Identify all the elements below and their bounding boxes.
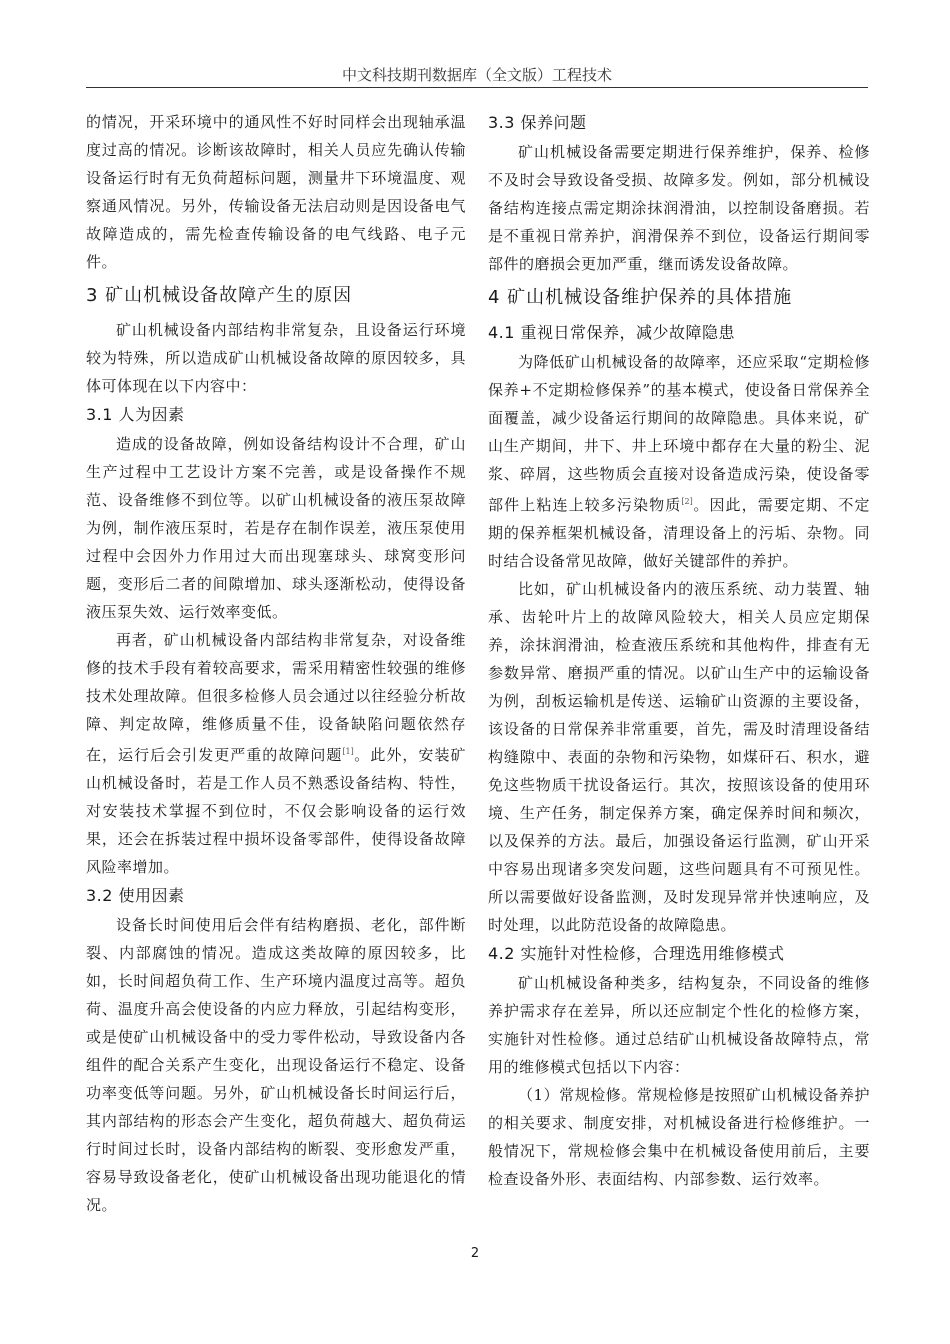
paragraph: 矿山机械设备内部结构非常复杂，且设备运行环境较为特殊，所以造成矿山机械设备故障的原因较多，具体可体现在以下内容中： — [86, 321, 466, 395]
subsection-heading-4-1: 4.1 重视日常保养，减少故障隐患 — [488, 323, 736, 342]
section-heading-4: 4 矿山机械设备维护保养的具体措施 — [488, 287, 793, 308]
page-number: 2 — [470, 1246, 480, 1261]
paragraph: 造成的设备故障，例如设备结构设计不合理，矿山生产过程中工艺设计方案不完善，或是设备操作不规范、设备维修不到位等。以矿山机械设备的液压泵故障为例，制作液压泵时，若是存在制作误差，液压泵使用过程中会因外力作用过大而出现塞球头、球窝变形问题，变形后二者的间隙增加、球头逐渐松动，使得设备液压泵失效、运行效率变低。 — [86, 435, 466, 621]
paragraph: （1）常规检修。常规检修是按照矿山机械设备养护的相关要求、制度安排，对机械设备进行检修维护。一般情况下，常规检修会集中在机械设备使用前后，主要检查设备外形、表面结构、内部参数、运行效率。 — [488, 1086, 870, 1188]
paragraph — [86, 626, 466, 881]
paragraph-text: 。此外，安装矿山机械设备时，若是工作人员不熟悉设备结构、特性，对安装技术掌握不到位时，不仅会影响设备的运行效果，还会在拆装过程中损坏设备零部件，使得设备故障风险率增加。 — [86, 746, 466, 876]
paragraph — [488, 348, 870, 575]
running-header: 中文科技期刊数据库（全文版）工程技术 — [341, 66, 612, 84]
paragraph-text: 为降低矿山机械设备的故障率，还应采取“定期检修保养+不定期检修保养”的基本模式，使设备日常保养全面覆盖，减少设备运行期间的故障隐患。具体来说，矿山生产期间，井下、井上环境中都存在大量的粉尘、泥浆、碎屑，这些物质会直接对设备造成污染，使设备零部件上粘连上较多污染物质 — [488, 353, 870, 514]
citation-ref[interactable]: [2] — [681, 497, 693, 506]
paragraph: 矿山机械设备需要定期进行保养维护，保养、检修不及时会导致设备受损、故障多发。例如，部分机械设备结构连接点需定期涂抹润滑油，以控制设备磨损。若是不重视日常养护，润滑保养不到位，设备运行期间零部件的磨损会更加严重，继而诱发设备故障。 — [488, 143, 870, 273]
right-column — [488, 108, 870, 1193]
paragraph: 的情况，开采环境中的通风性不好时同样会出现轴承温度过高的情况。诊断该故障时，相关人员应先确认传输设备运行时有无负荷超标问题，测量井下环境温度、观察通风情况。另外，传输设备无法启动则是因设备电气故障造成的，需先检查传输设备的电气线路、电子元件。 — [86, 113, 466, 271]
paragraph-text: 再者，矿山机械设备内部结构非常复杂，对设备维修的技术手段有着较高要求，需采用精密性较强的维修技术处理故障。但很多检修人员会通过以往经验分析故障、判定故障，维修质量不佳，设备缺陷问题依然存在，运行后会引发更严重的故障问题 — [86, 631, 466, 764]
subsection-heading-4-2: 4.2 实施针对性检修，合理选用维修模式 — [488, 944, 785, 963]
citation-ref[interactable]: [1] — [342, 747, 354, 756]
paragraph: 设备长时间使用后会伴有结构磨损、老化，部件断裂、内部腐蚀的情况。造成这类故障的原因较多，比如，长时间超负荷工作、生产环境内温度过高等。超负荷、温度升高会使设备的内应力释放，引起结构变形，或是使矿山机械设备中的受力零件松动，导致设备内各组件的配合关系产生变化，出现设备运行不稳定、设备功率变低等问题。另外，矿山机械设备长时间运行后，其内部结构的形态会产生变化，超负荷越大、超负荷运行时间过长时，设备内部结构的断裂、变形愈发严重，容易导致设备老化，使矿山机械设备出现功能退化的情况。 — [86, 916, 466, 1214]
paragraph-text: 。因此，需要定期、不定期的保养框架机械设备，清理设备上的污垢、杂物。同时结合设备常见故障，做好关键部件的养护。 — [488, 496, 870, 570]
section-heading-3: 3 矿山机械设备故障产生的原因 — [86, 285, 353, 306]
subsection-heading-3-1: 3.1 人为因素 — [86, 405, 185, 424]
subsection-heading-3-3: 3.3 保养问题 — [488, 113, 587, 132]
paragraph: 比如，矿山机械设备内的液压系统、动力装置、轴承、齿轮叶片上的故障风险较大，相关人员应定期保养，涂抹润滑油，检查液压系统和其他构件，排查有无参数异常、磨损严重的情况。以矿山生产中的运输设备为例，刮板运输机是传送、运输矿山资源的主要设备，该设备的日常保养非常重要，首先，需及时清理设备结构缝隙中、表面的杂物和污染物，如煤矸石、积水，避免这些物质干扰设备运行。其次，按照该设备的使用环境、生产任务，制定保养方案，确定保养时间和频次，以及保养的方法。最后，加强设备运行监测，矿山开采中容易出现诸多突发问题，这些问题具有不可预见性。所以需要做好设备监测，及时发现异常并快速响应，及时处理，以此防范设备的故障隐患。 — [488, 580, 870, 934]
header-rule — [86, 87, 868, 88]
paragraph: 矿山机械设备种类多，结构复杂，不同设备的维修养护需求存在差异，所以还应制定个性化的检修方案，实施针对性检修。通过总结矿山机械设备故障特点，常用的维修模式包括以下内容： — [488, 974, 870, 1076]
subsection-heading-3-2: 3.2 使用因素 — [86, 886, 185, 905]
left-column — [86, 108, 466, 1219]
